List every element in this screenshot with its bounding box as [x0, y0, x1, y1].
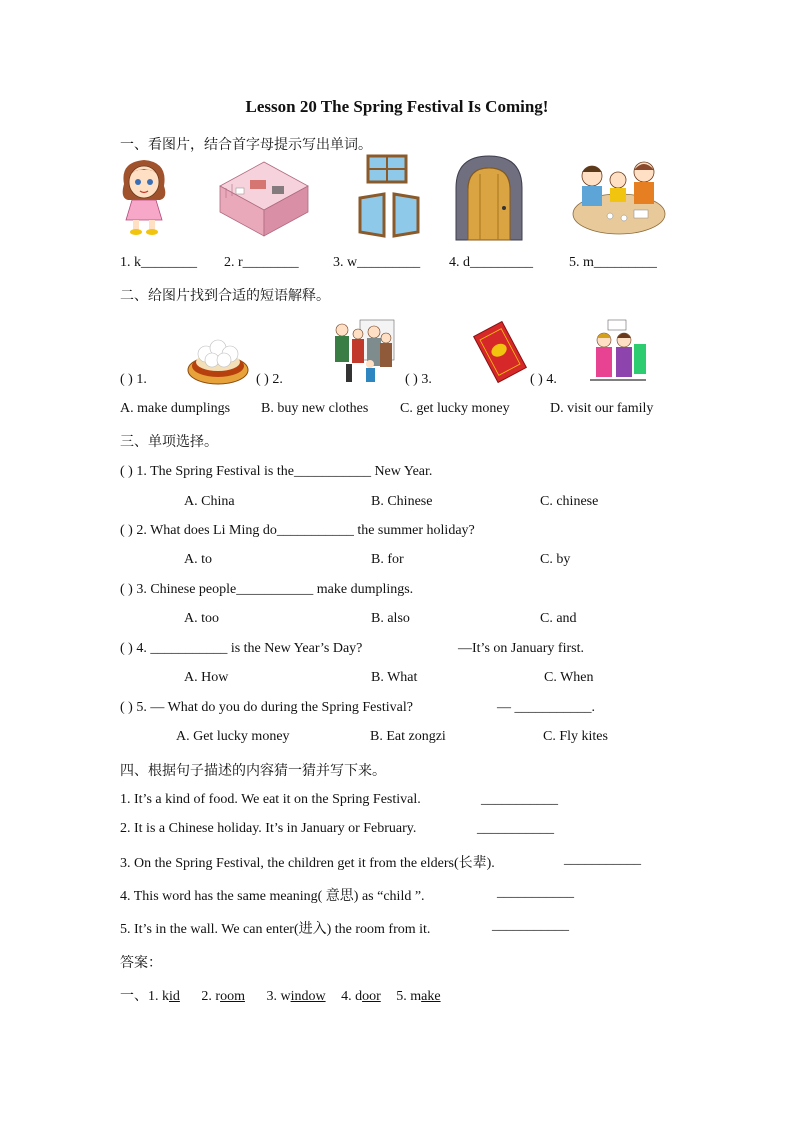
riddle-4: 4. This word has the same meaning( 意思) as “child ”. [120, 889, 425, 904]
blank-item-3[interactable]: 3. w_________ [333, 255, 421, 270]
option-a: A. make dumplings [120, 401, 231, 416]
answer-1-num: 1. k [148, 989, 169, 1004]
match-item-4[interactable]: ( ) 4. [530, 372, 557, 387]
q5-choice-a[interactable]: A. Get lucky money [176, 729, 290, 744]
answer-4-num: 4. d [341, 989, 363, 1004]
blank-item-4[interactable]: 4. d_________ [449, 255, 533, 270]
option-c: C. get lucky money [400, 401, 510, 416]
q2-choice-b[interactable]: B. for [371, 552, 404, 567]
answers-line [120, 985, 441, 1005]
q1-choice-c[interactable]: C. chinese [540, 494, 599, 509]
option-b: B. buy new clothes [261, 401, 369, 416]
page-title: Lesson 20 The Spring Festival Is Coming! [245, 97, 549, 116]
buy-clothes-picture [588, 318, 648, 384]
room-picture [216, 156, 312, 238]
section-1-heading: 一、看图片，结合首字母提示写出单词。 [120, 137, 372, 153]
visit-family-picture [330, 318, 396, 384]
answer-3-num: 3. w [266, 989, 291, 1004]
answer-5-rest: ake [421, 989, 441, 1004]
blank-item-2[interactable]: 2. r________ [224, 255, 299, 270]
option-d: D. visit our family [550, 401, 654, 416]
q3-choice-c[interactable]: C. and [540, 611, 577, 626]
q1-choice-b[interactable]: B. Chinese [371, 494, 433, 509]
q5-choice-b[interactable]: B. Eat zongzi [370, 729, 446, 744]
q1-choice-a[interactable]: A. China [184, 494, 235, 509]
riddle-2-blank[interactable]: ___________ [477, 821, 554, 836]
answer-2-rest: oom [220, 989, 245, 1004]
dumplings-plate-picture [186, 328, 250, 386]
riddle-5-blank[interactable]: ___________ [492, 918, 569, 933]
question-2[interactable]: ( ) 2. What does Li Ming do___________ the summer holiday? [120, 523, 475, 538]
answer-1-rest: id [169, 989, 180, 1004]
riddle-3: 3. On the Spring Festival, the children get it from the elders(长辈). [120, 856, 495, 871]
q5-choice-c[interactable]: C. Fly kites [543, 729, 608, 744]
q4-choice-c[interactable]: C. When [544, 670, 594, 685]
riddle-2: 2. It is a Chinese holiday. It’s in January or February. [120, 821, 417, 836]
question-4-reply: —It’s on January first. [458, 641, 584, 656]
match-item-2[interactable]: ( ) 2. [256, 372, 283, 387]
riddle-4-blank[interactable]: ___________ [497, 885, 574, 900]
question-3[interactable]: ( ) 3. Chinese people___________ make dumplings. [120, 582, 414, 597]
lucky-money-picture [470, 320, 530, 384]
match-item-1[interactable]: ( ) 1. [120, 372, 147, 387]
question-1[interactable]: ( ) 1. The Spring Festival is the___________ New Year. [120, 464, 433, 479]
answer-2-num: 2. r [201, 989, 221, 1004]
question-5-reply[interactable]: — ___________. [497, 700, 595, 715]
riddle-3-blank[interactable]: ___________ [564, 852, 641, 867]
q4-choice-a[interactable]: A. How [184, 670, 229, 685]
riddle-5: 5. It’s in the wall. We can enter(进入) the room from it. [120, 922, 431, 937]
window-picture [358, 154, 420, 238]
q2-choice-c[interactable]: C. by [540, 552, 571, 567]
section-4-heading: 四、根据句子描述的内容猜一猜并写下来。 [120, 763, 386, 779]
riddle-1-blank[interactable]: ___________ [481, 792, 558, 807]
section-2-heading: 二、给图片找到合适的短语解释。 [120, 288, 330, 304]
question-4[interactable]: ( ) 4. ___________ is the New Year’s Day? [120, 641, 363, 656]
answers-heading: 答案： [120, 955, 162, 971]
door-picture [454, 154, 524, 242]
section-3-heading: 三、单项选择。 [120, 434, 218, 450]
q2-choice-a[interactable]: A. to [184, 552, 212, 567]
question-5[interactable]: ( ) 5. — What do you do during the Spring Festival? [120, 700, 413, 715]
kid-picture [116, 154, 172, 236]
answer-4-rest: oor [362, 989, 381, 1004]
match-item-3[interactable]: ( ) 3. [405, 372, 432, 387]
answers-prefix: 一、 [120, 988, 148, 1004]
blank-item-5[interactable]: 5. m_________ [569, 255, 657, 270]
blank-item-1[interactable]: 1. k________ [120, 255, 197, 270]
q3-choice-b[interactable]: B. also [371, 611, 410, 626]
answer-3-rest: indow [290, 989, 326, 1004]
q3-choice-a[interactable]: A. too [184, 611, 219, 626]
make-dumplings-picture [570, 154, 668, 236]
answer-5-num: 5. m [396, 989, 422, 1004]
q4-choice-b[interactable]: B. What [371, 670, 418, 685]
riddle-1: 1. It’s a kind of food. We eat it on the Spring Festival. [120, 792, 421, 807]
